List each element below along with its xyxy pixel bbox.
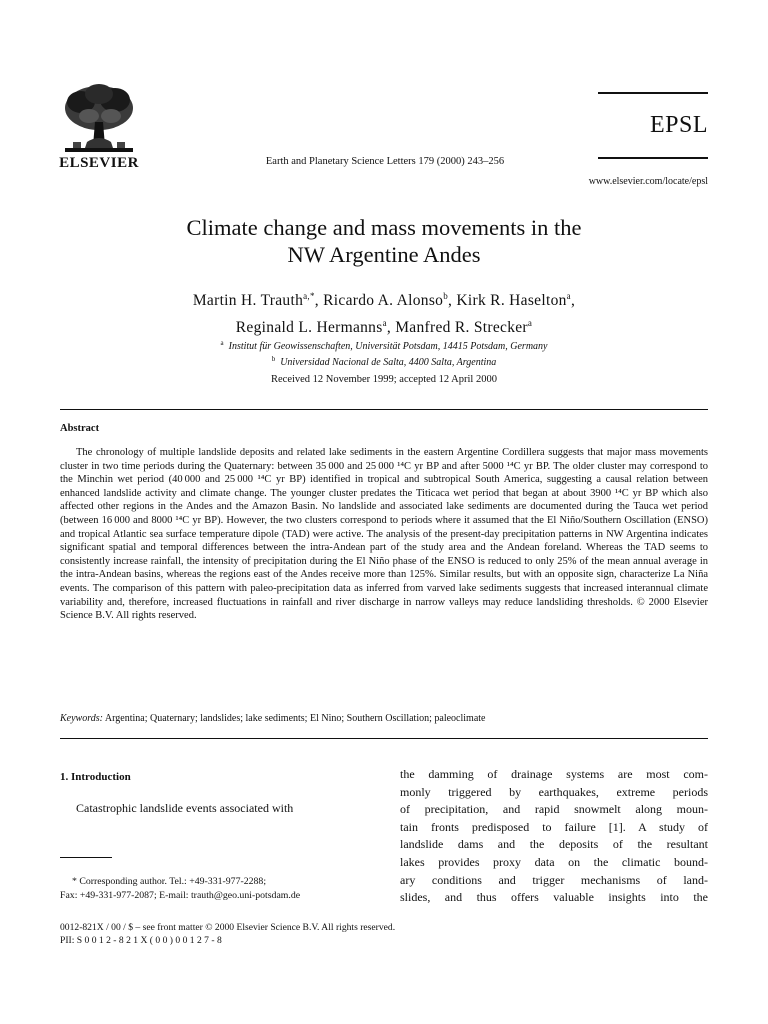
text-line: lakes provides proxy data on the climatic bound- bbox=[400, 854, 708, 869]
abstract-rule-bottom bbox=[60, 738, 708, 739]
front-matter bbox=[60, 921, 395, 948]
author-affil-marker: a bbox=[382, 318, 387, 328]
author-line-2 bbox=[60, 312, 708, 339]
author-affil-marker: b bbox=[443, 291, 449, 301]
article-title bbox=[60, 214, 708, 268]
text-line: the damming of drainage systems are most com- bbox=[400, 767, 708, 781]
publisher-logo-text: ELSEVIER bbox=[59, 155, 139, 171]
journal-code-rule-top bbox=[598, 92, 708, 94]
text-line: monly triggered by earthquakes, extreme periods bbox=[400, 784, 708, 799]
text-line: slides, and thus offers valuable insights into the bbox=[400, 890, 708, 905]
text-line: ary conditions and trigger mechanisms of land- bbox=[400, 872, 708, 887]
author-line-1 bbox=[60, 285, 708, 312]
footnote-rule bbox=[60, 857, 112, 858]
author-name: Kirk R. Haselton bbox=[456, 292, 567, 309]
affiliation-list bbox=[60, 337, 708, 369]
publisher-logo bbox=[58, 82, 140, 172]
keywords-list: Argentina; Quaternary; landslides; lake sediments; El Nino; Southern Oscillation; paleoclimate bbox=[104, 713, 486, 724]
text-line: of precipitation, and rapid snowmelt along moun- bbox=[400, 802, 708, 817]
title-line-2: NW Argentine Andes bbox=[287, 242, 481, 267]
journal-citation: Earth and Planetary Science Letters 179 (2000) 243–256 bbox=[265, 156, 505, 167]
author-separator: , bbox=[448, 292, 457, 309]
author-affil-marker: a bbox=[527, 318, 533, 328]
author-affil-marker: a,* bbox=[303, 291, 315, 301]
footnote-line[interactable]: Fax: +49-331-977-2087; E-mail: trauth@geo.uni-potsdam.de bbox=[60, 889, 301, 901]
intro-paragraph-left: Catastrophic landslide events associated with bbox=[76, 801, 294, 815]
received-dates: Received 12 November 1999; accepted 12 April 2000 bbox=[271, 374, 497, 385]
section-heading-introduction: 1. Introduction bbox=[60, 771, 131, 783]
issn-line: 0012-821X / 00 / $ – see front matter © 2000 Elsevier Science B.V. All rights reserved. bbox=[60, 922, 396, 933]
author-name: Reginald L. Hermanns bbox=[235, 319, 383, 336]
author-name: Ricardo A. Alonso bbox=[323, 292, 444, 309]
abstract-rule-top bbox=[60, 409, 708, 410]
affiliation-item bbox=[60, 337, 708, 353]
author-affil-marker: a bbox=[566, 291, 571, 301]
author-name: Manfred R. Strecker bbox=[395, 319, 528, 336]
affiliation-marker: a bbox=[220, 339, 224, 347]
author-name: Martin H. Trauth bbox=[192, 292, 304, 309]
footnote-line: * Corresponding author. Tel.: +49-331-977-2288; bbox=[72, 876, 267, 887]
text-line: tain fronts predisposed to failure [1]. A study of bbox=[400, 819, 708, 834]
corresponding-author-footnote bbox=[60, 875, 375, 902]
affiliation-marker: b bbox=[271, 355, 276, 363]
pii-line: PII: S 0 0 1 2 - 8 2 1 X ( 0 0 ) 0 0 1 2 7 - 8 bbox=[60, 935, 222, 947]
abstract-body: The chronology of multiple landslide deposits and related lake sediments in the eastern Argentine Cordillera suggests that major mass movements cluster in two time periods during the Quaternary: between 35 000 and 25 000 ¹⁴C yr BP and after 5000 ¹⁴C yr BP. The older cluster may correspond to the Minchin wet period (40 000 and 25 000 ¹⁴C yr BP) identified in tropical and subtropical South America, suggesting a causal relation between enhanced landslide activity and climate change. The younger cluster predates the Titicaca wet period that began at about 3900 ¹⁴C yr BP which also affected other regions in the Andes and the Amazon Basin. No landslide and associated lake sediments are documented during the Tauca wet period (between 16 000 and 8000 ¹⁴C yr BP). However, the two clusters correspond to periods where it assumed that the El Niño/Southern Oscillation (ENSO) and tropical Atlantic sea surface temperature dipole (TAD) were active. The analysis of the present-day precipitation patterns in NW Argentina indicates significant spatial and temporal differences between the intra-Andean part of the study area and the Andean foreland. Whereas the TAD seems to consistently increase rainfall, the intensity of precipitation during the El Niño phase of the ENSO is reduced to only 25% of the mean annual average in the intra-Andean basins, whereas the regions east of the Andes receive more than 125%. Similar results, but with an opposite sign, characterize La Niña events. The comparison of this pattern with paleo-precipitation data as inferred from varved lake sediments suggests that increased interannual climate variability and, therefore, increased fluctuations in rainfall and river discharge in narrow valleys may reduce landsliding thresholds. © 2000 Elsevier Science B.V. All rights reserved. bbox=[60, 447, 708, 622]
title-line-1: Climate change and mass movements in the bbox=[186, 215, 582, 240]
author-separator: , bbox=[570, 292, 576, 309]
affiliation-text: Institut für Geowissenschaften, Universität Potsdam, 14415 Potsdam, Germany bbox=[228, 341, 548, 352]
journal-url[interactable]: www.elsevier.com/locate/epsl bbox=[588, 176, 708, 187]
abstract-heading: Abstract bbox=[60, 423, 100, 434]
keywords-label: Keywords: bbox=[60, 713, 103, 724]
intro-paragraph-right bbox=[400, 766, 708, 907]
journal-code-rule-bottom bbox=[598, 157, 708, 159]
author-separator: , bbox=[386, 319, 396, 336]
keywords bbox=[60, 713, 708, 724]
affiliation-text: Universidad Nacional de Salta, 4400 Salta, Argentina bbox=[280, 357, 497, 368]
text-line: landslide dams and the deposits of the resultant bbox=[400, 837, 708, 852]
author-separator: , bbox=[314, 292, 324, 309]
journal-code: EPSL bbox=[649, 112, 708, 138]
author-list bbox=[60, 285, 708, 339]
affiliation-item bbox=[60, 353, 708, 369]
elsevier-tree-icon bbox=[59, 82, 139, 154]
